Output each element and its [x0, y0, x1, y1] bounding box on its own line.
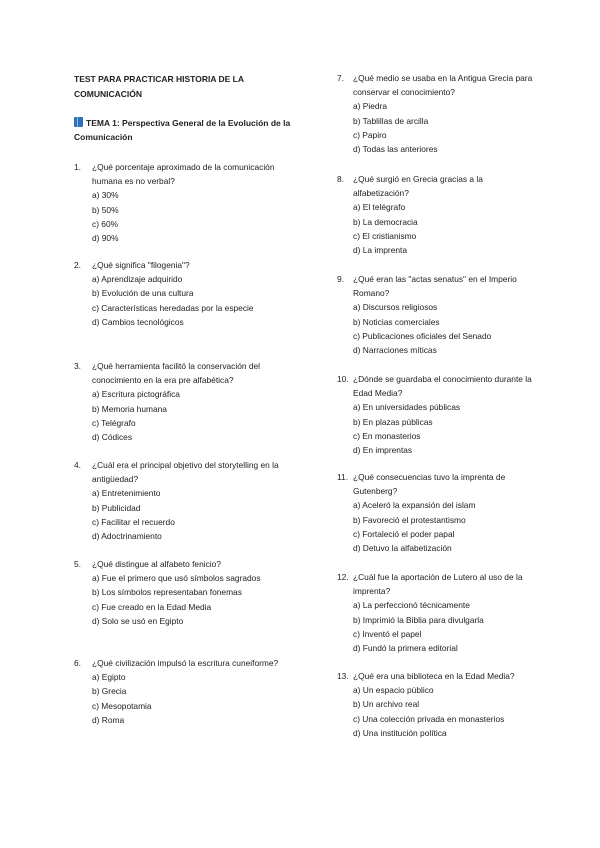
option: b) Imprimió la Biblia para divulgarla [353, 614, 484, 625]
option-list [74, 387, 306, 444]
option-list [337, 598, 537, 655]
option: b) La democracia [353, 216, 418, 227]
question-number: 3. [74, 361, 81, 371]
option: a) La perfeccionó técnicamente [353, 600, 470, 611]
option-list [74, 486, 306, 543]
option: b) Favoreció el protestantismo [353, 514, 466, 525]
option: b) Noticias comerciales [353, 316, 440, 327]
blue-book-icon [74, 117, 83, 127]
option: d) Cambios tecnológicos [92, 316, 184, 327]
question-number: 7. [337, 73, 344, 83]
option: d) La imprenta [353, 245, 407, 256]
option-list [74, 272, 306, 329]
question-text: ¿Qué distingue al alfabeto fenicio? [92, 559, 221, 569]
question-9 [337, 272, 537, 357]
question-8 [337, 172, 537, 257]
question-4 [74, 458, 306, 543]
question-number: 12. [337, 572, 349, 582]
option: d) Fundó la primera editorial [353, 643, 458, 654]
question-7 [337, 71, 537, 156]
question-5 [74, 557, 306, 628]
option: a) El telégrafo [353, 202, 406, 213]
option: d) Roma [92, 714, 125, 725]
option-list [337, 99, 537, 156]
option: b) Memoria humana [92, 403, 167, 414]
option: d) Códices [92, 432, 133, 443]
question-text: ¿Qué significa "filogenia"? [92, 260, 190, 270]
option: c) Características heredadas por la especie [92, 302, 254, 313]
option: a) Egipto [92, 672, 126, 683]
option: c) Mesopotamia [92, 700, 152, 711]
question-number: 13. [337, 671, 349, 681]
option: b) Los símbolos representaban fonemas [92, 587, 242, 598]
option: c) Inventó el papel [353, 628, 422, 639]
question-number: 6. [74, 658, 81, 668]
option: b) Publicidad [92, 502, 141, 513]
option: c) Publicaciones oficiales del Senado [353, 330, 492, 341]
option-list [337, 300, 537, 357]
option: b) En plazas públicas [353, 416, 433, 427]
question-number: 8. [337, 174, 344, 184]
option: d) Todas las anteriores [353, 144, 438, 155]
option-list [337, 498, 537, 555]
option: d) Adoctrinamiento [92, 531, 162, 542]
question-text: ¿Qué civilización impulsó la escritura cuneiforme? [92, 658, 279, 668]
question-text: ¿Qué eran las "actas senatus" en el Imperio Romano? [353, 274, 517, 299]
option: a) Entretenimiento [92, 488, 161, 499]
question-number: 10. [337, 374, 349, 384]
option: a) 30% [92, 190, 119, 201]
option: c) Papiro [353, 129, 387, 140]
question-number: 2. [74, 260, 81, 270]
question-number: 1. [74, 162, 81, 172]
section-heading-text: TEMA 1: Perspectiva General de la Evolución de la Comunicación [74, 118, 291, 142]
question-number: 5. [74, 559, 81, 569]
option-list [74, 188, 306, 245]
question-6 [74, 656, 306, 727]
option: d) Detuvo la alfabetización [353, 543, 452, 554]
option-list [337, 400, 537, 457]
option: a) Piedra [353, 101, 387, 112]
option: a) En universidades públicas [353, 402, 461, 413]
option-list [337, 683, 537, 740]
option: b) Grecia [92, 686, 127, 697]
question-10 [337, 372, 537, 457]
option: d) 90% [92, 233, 119, 244]
option: c) Una colección privada en monasterios [353, 713, 505, 724]
question-number: 11. [337, 472, 349, 482]
option: a) Discursos religiosos [353, 302, 438, 313]
question-text: ¿Qué consecuencias tuvo la imprenta de Gutenberg? [353, 472, 506, 497]
option-list [337, 200, 537, 257]
option: c) Facilitar el recuerdo [92, 516, 175, 527]
option: c) En monasterios [353, 430, 421, 441]
option: c) Fue creado en la Edad Media [92, 601, 212, 612]
option: a) Escritura pictográfica [92, 389, 180, 400]
option: b) 50% [92, 204, 119, 215]
option: a) Un espacio público [353, 685, 434, 696]
question-text: ¿Qué porcentaje aproximado de la comunicación humana es no verbal? [92, 162, 275, 187]
question-12 [337, 570, 537, 655]
option: c) Fortaleció el poder papal [353, 528, 455, 539]
question-text: ¿Qué surgió en Grecia gracias a la alfabetización? [353, 174, 483, 199]
option: c) El cristianismo [353, 230, 417, 241]
option: a) Aceleró la expansión del islam [353, 500, 476, 511]
option-list [74, 670, 306, 727]
question-text: ¿Qué era una biblioteca en la Edad Media? [353, 671, 515, 681]
document-title: TEST PARA PRACTICAR HISTORIA DE LA COMUNICACIÓN [74, 74, 244, 99]
section-heading [74, 116, 306, 144]
option: d) Solo se usó en Egipto [92, 615, 184, 626]
question-text: ¿Cuál era el principal objetivo del storytelling en la antigüedad? [92, 460, 279, 485]
option: a) Aprendizaje adquirido [92, 274, 183, 285]
question-number: 4. [74, 460, 81, 470]
option: b) Evolución de una cultura [92, 288, 194, 299]
question-2 [74, 258, 306, 329]
question-13 [337, 669, 537, 740]
option: b) Un archivo real [353, 699, 420, 710]
option: c) Telégrafo [92, 417, 136, 428]
option: d) Una institución política [353, 727, 447, 738]
question-3 [74, 359, 306, 444]
question-text: ¿Dónde se guardaba el conocimiento durante la Edad Media? [353, 374, 532, 399]
option: a) Fue el primero que usó símbolos sagrados [92, 573, 261, 584]
question-text: ¿Cuál fue la aportación de Lutero al uso de la imprenta? [353, 572, 523, 597]
option: d) En imprentas [353, 445, 413, 456]
question-number: 9. [337, 274, 344, 284]
option: d) Narraciones míticas [353, 345, 437, 356]
question-text: ¿Qué herramienta facilitó la conservación del conocimiento en la era pre alfabética? [92, 361, 261, 386]
question-text: ¿Qué medio se usaba en la Antigua Grecia para conservar el conocimiento? [353, 73, 533, 98]
question-1 [74, 160, 306, 245]
option-list [74, 571, 306, 628]
option: c) 60% [92, 218, 119, 229]
option: b) Tablillas de arcilla [353, 115, 429, 126]
question-11 [337, 470, 537, 555]
